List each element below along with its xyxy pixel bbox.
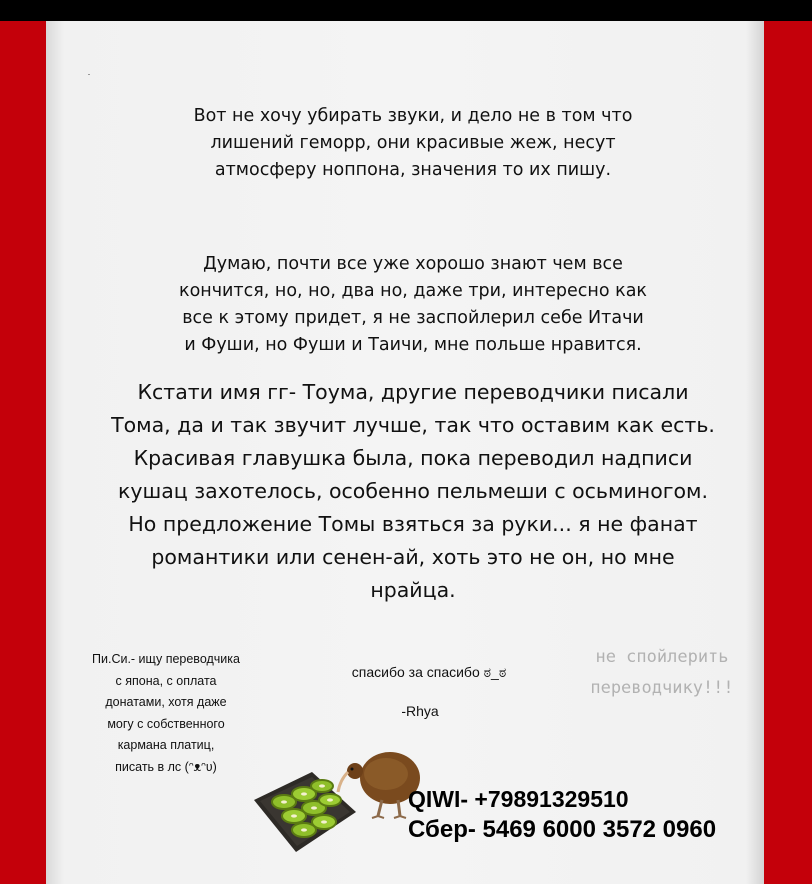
note-line: кармана платиц, [117,738,215,752]
paragraph-line: Думаю, почти все уже хорошо знают чем все [203,254,623,274]
sber-card-number: Сбер- 5469 6000 3572 0960 [408,816,717,843]
paragraph-line: Тома, да и так звучит лучше, так что оставим как есть. [111,413,715,437]
right-border [764,21,812,884]
paragraph-line: романтики или сенен-ай, хоть это не он, но мне [151,545,675,569]
note-line: Пи.Си.- ищу переводчика [92,652,240,666]
paragraph-line: Но предложение Томы взяться за руки... я не фанат [128,512,698,536]
paragraph-line: лишений геморр, они красивые жеж, несут [210,133,616,153]
paragraph-line: Красивая главушка была, пока переводил надписи [133,446,693,470]
paragraph-line: Вот не хочу убирать звуки, и дело не в том что [193,106,633,126]
paragraph-line: атмосферу ноппона, значения то их пишу. [214,160,612,180]
note-line: переводчику!!! [590,678,734,698]
top-bar [0,0,812,21]
paragraph-line: Кстати имя гг- Тоума, другие переводчики писали [137,380,689,404]
paragraph-line: кончится, но, но, два но, даже три, интересно как [179,281,647,301]
paragraph-character-name [110,376,716,607]
signature: -Rhya [401,703,439,719]
thanks-text: спасибо за спасибо ಠ_ಠ [351,664,507,680]
kiwi-bird-with-kiwi-plate-illustration [252,742,422,854]
paragraph-line: все к этому придет, я не заспойлерил себе Итачи [182,308,644,328]
paragraph-sound-effects [120,103,706,184]
translator-wanted-note [66,649,266,778]
note-line: писать в лс (ᵔᴥᵔʋ) [115,759,217,774]
paragraph-ending-thoughts [120,251,706,359]
no-spoiler-note [578,642,746,704]
note-line: с япона, с оплата [115,673,217,688]
paragraph-line: кушац захотелось, особенно пельмеши с осьминогом. [117,479,709,503]
paragraph-line: и Фуши, но Фуши и Таичи, мне польше нравится. [184,335,642,355]
note-line: донатами, хотя даже [105,695,227,709]
note-line: могу с собственного [107,716,225,731]
left-border [0,21,46,884]
dust-mark [88,74,90,75]
qiwi-donation-number: QIWI- +79891329510 [408,786,629,812]
paragraph-line: нрайца. [370,578,456,602]
note-line: не спойлерить [595,647,729,667]
